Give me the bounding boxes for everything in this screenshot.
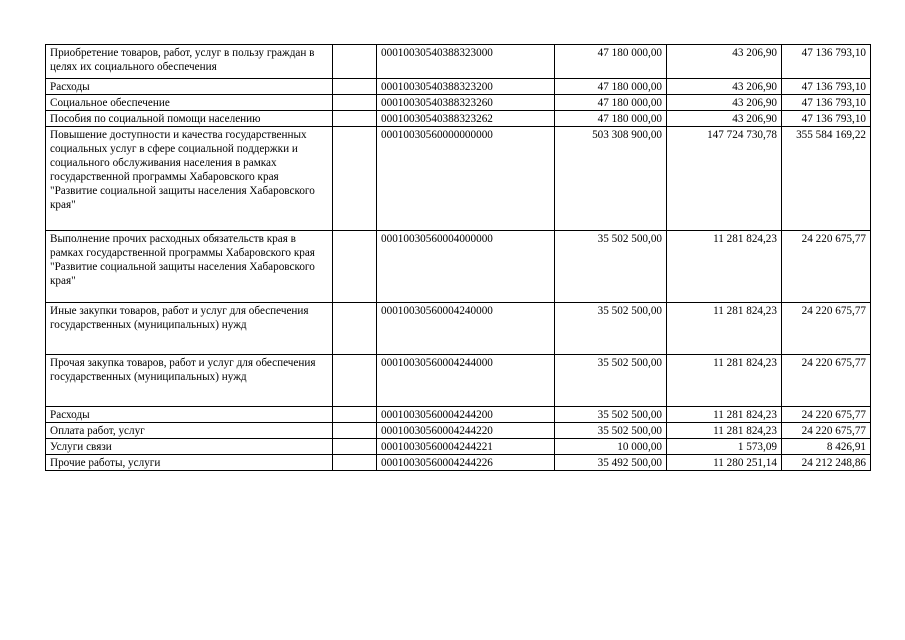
row-code-cell: 00010030560004244220 — [377, 423, 555, 439]
row-executed-cell: 43 206,90 — [667, 95, 782, 111]
row-remainder-cell: 47 136 793,10 — [782, 111, 871, 127]
row-executed-cell: 11 280 251,14 — [667, 455, 782, 471]
row-plan-cell: 35 502 500,00 — [555, 355, 667, 407]
row-executed-cell: 1 573,09 — [667, 439, 782, 455]
row-empty-cell — [333, 355, 377, 407]
table-row — [46, 111, 871, 127]
row-remainder-cell: 24 220 675,77 — [782, 303, 871, 355]
row-name-cell: Иные закупки товаров, работ и услуг для обеспечения государственных (муниципальных) нужд — [46, 303, 333, 355]
row-remainder-cell: 47 136 793,10 — [782, 45, 871, 79]
row-executed-cell: 43 206,90 — [667, 111, 782, 127]
row-plan-cell: 503 308 900,00 — [555, 127, 667, 231]
row-code-cell: 00010030560004244221 — [377, 439, 555, 455]
row-empty-cell — [333, 303, 377, 355]
row-code-cell: 00010030560000000000 — [377, 127, 555, 231]
row-empty-cell — [333, 423, 377, 439]
row-code-cell: 00010030560004244200 — [377, 407, 555, 423]
row-plan-cell: 35 502 500,00 — [555, 407, 667, 423]
row-executed-cell: 43 206,90 — [667, 79, 782, 95]
row-name-cell: Пособия по социальной помощи населению — [46, 111, 333, 127]
row-empty-cell — [333, 95, 377, 111]
row-plan-cell: 35 502 500,00 — [555, 423, 667, 439]
table-row — [46, 79, 871, 95]
report-page — [45, 44, 870, 471]
row-name-cell: Выполнение прочих расходных обязательств края в рамках государственной программы Хабаровского края "Развитие социальной защиты населения Хабаровского края" — [46, 231, 333, 303]
row-executed-cell: 11 281 824,23 — [667, 423, 782, 439]
row-remainder-cell: 24 220 675,77 — [782, 407, 871, 423]
budget-table-body — [46, 45, 871, 471]
row-empty-cell — [333, 439, 377, 455]
row-executed-cell: 11 281 824,23 — [667, 303, 782, 355]
table-row — [46, 95, 871, 111]
row-executed-cell: 43 206,90 — [667, 45, 782, 79]
row-name-cell: Социальное обеспечение — [46, 95, 333, 111]
row-name-cell: Повышение доступности и качества государственных социальных услуг в сфере социальной поддержки и социального обслуживания населения в рамках государственной программы Хабаровского края "Развитие социальной защиты населения Хабаровского края" — [46, 127, 333, 231]
row-name-cell: Приобретение товаров, работ, услуг в пользу граждан в целях их социального обеспечения — [46, 45, 333, 79]
row-plan-cell: 47 180 000,00 — [555, 111, 667, 127]
row-empty-cell — [333, 127, 377, 231]
row-empty-cell — [333, 45, 377, 79]
row-code-cell: 00010030540388323262 — [377, 111, 555, 127]
row-empty-cell — [333, 111, 377, 127]
row-executed-cell: 11 281 824,23 — [667, 407, 782, 423]
table-row — [46, 45, 871, 79]
table-row — [46, 423, 871, 439]
row-remainder-cell: 24 220 675,77 — [782, 231, 871, 303]
row-plan-cell: 35 502 500,00 — [555, 303, 667, 355]
row-executed-cell: 147 724 730,78 — [667, 127, 782, 231]
table-row — [46, 407, 871, 423]
table-row — [46, 455, 871, 471]
row-empty-cell — [333, 79, 377, 95]
row-empty-cell — [333, 231, 377, 303]
row-empty-cell — [333, 455, 377, 471]
row-code-cell: 00010030540388323260 — [377, 95, 555, 111]
row-code-cell: 00010030560004244226 — [377, 455, 555, 471]
row-name-cell: Расходы — [46, 407, 333, 423]
table-row — [46, 355, 871, 407]
row-name-cell: Прочая закупка товаров, работ и услуг для обеспечения государственных (муниципальных) нужд — [46, 355, 333, 407]
row-name-cell: Оплата работ, услуг — [46, 423, 333, 439]
row-remainder-cell: 47 136 793,10 — [782, 95, 871, 111]
row-plan-cell: 35 492 500,00 — [555, 455, 667, 471]
row-name-cell: Услуги связи — [46, 439, 333, 455]
row-plan-cell: 35 502 500,00 — [555, 231, 667, 303]
row-code-cell: 00010030540388323200 — [377, 79, 555, 95]
row-remainder-cell: 24 212 248,86 — [782, 455, 871, 471]
row-remainder-cell: 355 584 169,22 — [782, 127, 871, 231]
row-code-cell: 00010030560004240000 — [377, 303, 555, 355]
row-remainder-cell: 24 220 675,77 — [782, 423, 871, 439]
table-row — [46, 439, 871, 455]
row-plan-cell: 47 180 000,00 — [555, 95, 667, 111]
row-plan-cell: 47 180 000,00 — [555, 79, 667, 95]
row-plan-cell: 10 000,00 — [555, 439, 667, 455]
row-code-cell: 00010030540388323000 — [377, 45, 555, 79]
row-remainder-cell: 24 220 675,77 — [782, 355, 871, 407]
table-row — [46, 127, 871, 231]
row-remainder-cell: 8 426,91 — [782, 439, 871, 455]
row-empty-cell — [333, 407, 377, 423]
row-code-cell: 00010030560004244000 — [377, 355, 555, 407]
row-executed-cell: 11 281 824,23 — [667, 231, 782, 303]
row-remainder-cell: 47 136 793,10 — [782, 79, 871, 95]
budget-table — [45, 44, 871, 471]
row-code-cell: 00010030560004000000 — [377, 231, 555, 303]
row-name-cell: Прочие работы, услуги — [46, 455, 333, 471]
row-executed-cell: 11 281 824,23 — [667, 355, 782, 407]
table-row — [46, 231, 871, 303]
row-name-cell: Расходы — [46, 79, 333, 95]
table-row — [46, 303, 871, 355]
row-plan-cell: 47 180 000,00 — [555, 45, 667, 79]
